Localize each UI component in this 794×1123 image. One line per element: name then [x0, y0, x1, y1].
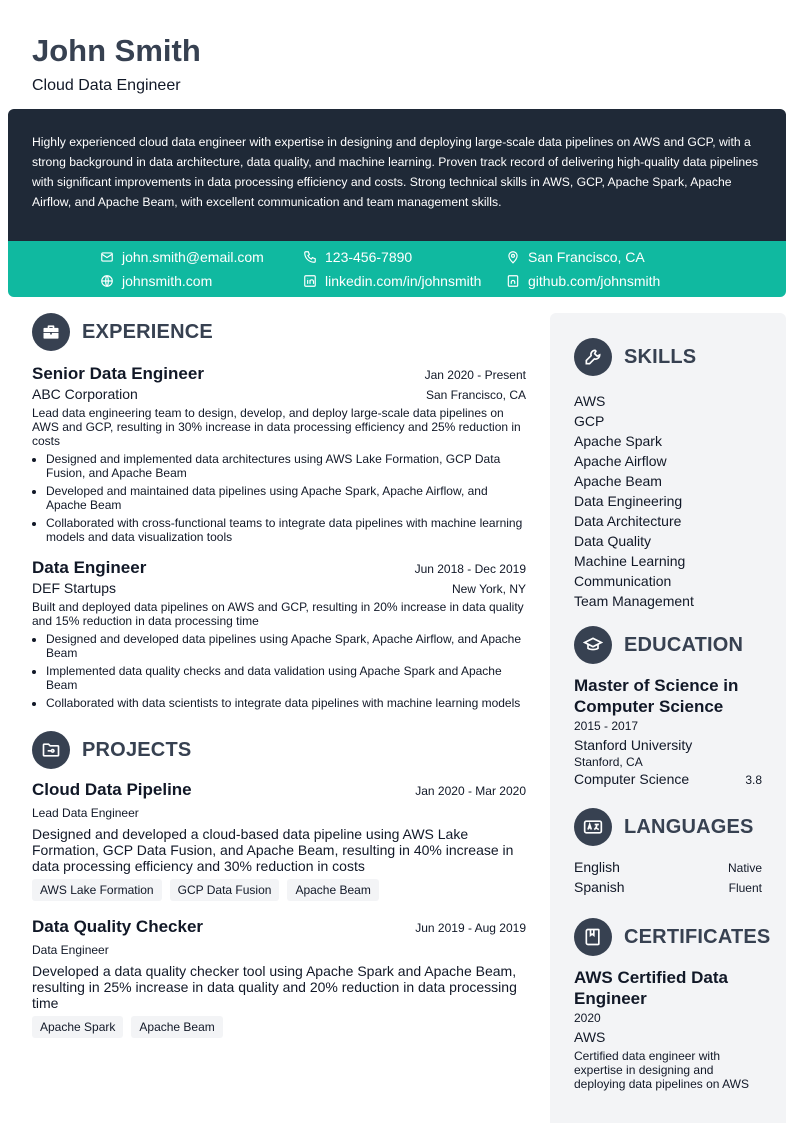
contact-email-text: john.smith@email.com	[122, 249, 264, 265]
language-level: Fluent	[728, 881, 762, 895]
skill-item: Apache Spark	[574, 433, 662, 449]
job-bullet: • Implemented data quality checks and data validation using Apache Spark and Apache Beam	[46, 664, 526, 692]
education-degree: Master of Science in Computer Science	[574, 676, 739, 716]
skill-item: Apache Airflow	[574, 453, 667, 469]
skill-item: Communication	[574, 573, 672, 589]
project-item	[32, 917, 526, 1038]
contact-linkedin-text: linkedin.com/in/johnsmith	[325, 273, 482, 289]
project-role: Data Engineer	[32, 943, 109, 957]
project-tags	[32, 1016, 526, 1038]
job-bullet: • Collaborated with data scientists to integrate data pipelines with machine learning models	[46, 696, 526, 710]
mail-icon	[100, 250, 114, 264]
education-years: 2015 - 2017	[574, 719, 639, 733]
tag: Apache Spark	[32, 1016, 123, 1038]
tag: GCP Data Fusion	[170, 879, 280, 901]
job-location: San Francisco, CA	[425, 388, 526, 402]
candidate-name: John Smith	[32, 33, 201, 68]
contact-phone-text: 123-456-7890	[325, 249, 413, 265]
language-item	[574, 859, 762, 879]
education-heading	[574, 625, 762, 665]
project-tags	[32, 879, 526, 901]
job-title: Senior Data Engineer	[32, 364, 204, 383]
skill-item: Data Architecture	[574, 513, 682, 529]
education-title: EDUCATION	[624, 633, 744, 656]
contact-linkedin[interactable]	[303, 271, 481, 291]
contact-phone[interactable]	[303, 247, 412, 267]
globe-icon	[100, 274, 114, 288]
project-title: Data Quality Checker	[32, 917, 204, 936]
language-name: Spanish	[574, 879, 625, 895]
contact-location-text: San Francisco, CA	[528, 249, 645, 265]
phone-icon	[303, 250, 317, 264]
job-company: ABC Corporation	[32, 386, 138, 402]
project-title: Cloud Data Pipeline	[32, 780, 192, 799]
project-date: Jun 2019 - Aug 2019	[415, 921, 526, 935]
book-icon	[574, 918, 612, 956]
translate-icon	[574, 808, 612, 846]
experience-title: EXPERIENCE	[82, 320, 213, 343]
linkedin-icon	[303, 274, 317, 288]
project-role: Lead Data Engineer	[32, 806, 139, 820]
wrench-icon	[574, 338, 612, 376]
skill-item: Data Quality	[574, 533, 652, 549]
job-location: New York, NY	[451, 582, 526, 596]
job-bullet: • Designed and implemented data architectures using AWS Lake Formation, GCP Data Fusion, and Apache Beam	[46, 452, 526, 480]
summary-panel	[8, 109, 786, 241]
contact-github[interactable]	[506, 271, 660, 291]
certificate-year: 2020	[574, 1011, 601, 1025]
contact-website-text: johnsmith.com	[122, 273, 213, 289]
language-item	[574, 879, 762, 899]
project-description: Designed and developed a cloud-based data pipeline using AWS Lake Formation, GCP Data Fusion, and Apache Beam, resulting in 40% increase in data processing efficiency and 30% reduction in costs	[32, 826, 514, 874]
certificates-title: CERTIFICATES	[624, 925, 771, 948]
education-field: Computer Science	[574, 771, 690, 787]
job-title: Data Engineer	[32, 558, 147, 577]
skills-list	[574, 391, 762, 611]
job-date: Jun 2018 - Dec 2019	[414, 562, 526, 576]
candidate-role: Cloud Data Engineer	[32, 77, 181, 94]
tag: Apache Beam	[131, 1016, 222, 1038]
languages-heading	[574, 807, 762, 847]
contact-website[interactable]	[100, 271, 212, 291]
contact-github-text: github.com/johnsmith	[528, 273, 661, 289]
certificate-description: Certified data engineer with expertise in designing and deploying data pipelines on AWS	[574, 1049, 750, 1091]
projects-title: PROJECTS	[82, 738, 192, 761]
projects-heading	[32, 730, 526, 770]
main-column	[32, 312, 526, 1038]
briefcase-icon	[32, 313, 70, 351]
job-bullets	[32, 632, 526, 710]
project-item	[32, 780, 526, 901]
language-level: Native	[727, 861, 762, 875]
skill-item: Apache Beam	[574, 473, 662, 489]
job-bullet: • Collaborated with cross-functional teams to integrate data pipelines with machine learning models and data visualization tools	[46, 516, 526, 544]
certificate-issuer: AWS	[574, 1029, 606, 1045]
education-school: Stanford University	[574, 737, 693, 753]
education-gpa: 3.8	[745, 773, 762, 787]
tag: AWS Lake Formation	[32, 879, 162, 901]
certificate-name: AWS Certified Data Engineer	[574, 968, 728, 1008]
job-date: Jan 2020 - Present	[424, 368, 526, 382]
education-field-row	[574, 771, 762, 791]
skill-item: AWS	[574, 393, 606, 409]
contact-bar	[8, 241, 786, 297]
graduation-cap-icon	[574, 626, 612, 664]
experience-item	[32, 364, 526, 544]
map-pin-icon	[506, 250, 520, 264]
skill-item: GCP	[574, 413, 605, 429]
job-description: Lead data engineering team to design, develop, and deploy large-scale data pipelines on AWS and GCP, resulting in 30% increase in data processing efficiency and 25% reduction in costs	[32, 406, 521, 448]
job-bullet: • Developed and maintained data pipelines using Apache Spark, Apache Airflow, and Apache Beam	[46, 484, 526, 512]
github-icon	[506, 274, 520, 288]
project-description: Developed a data quality checker tool using Apache Spark and Apache Beam, resulting in 25% increase in data quality and 20% reduction in data processing time	[32, 963, 517, 1011]
languages-list	[574, 859, 762, 899]
languages-title: LANGUAGES	[624, 815, 754, 838]
experience-item	[32, 558, 526, 710]
contact-location	[506, 247, 645, 267]
skill-item: Data Engineering	[574, 493, 683, 509]
certificates-heading	[574, 917, 771, 957]
language-name: English	[574, 859, 620, 875]
skill-item: Machine Learning	[574, 553, 686, 569]
project-date: Jan 2020 - Mar 2020	[415, 784, 526, 798]
job-bullet: • Designed and developed data pipelines using Apache Spark, Apache Airflow, and Apache Beam	[46, 632, 526, 660]
education-location: Stanford, CA	[574, 755, 643, 769]
skills-title: SKILLS	[624, 345, 697, 368]
tag: Apache Beam	[287, 879, 378, 901]
skill-item: Team Management	[574, 593, 694, 609]
folder-icon	[32, 731, 70, 769]
job-description: Built and deployed data pipelines on AWS and GCP, resulting in 20% increase in data quality and 15% reduction in data processing time	[32, 600, 524, 628]
summary-text: Highly experienced cloud data engineer with expertise in designing and deploying large-scale data pipelines on AWS and GCP, with a strong background in data architecture, data quality, and machine learning. Proven track record of delivering high-quality data pipelines with significant improvements in data processing efficiency and costs. Strong technical skills in AWS, GCP, Apache Spark, Apache Airflow, and Apache Beam, with excellent communication and team management skills.	[32, 135, 759, 209]
sidebar	[550, 313, 786, 1123]
skills-heading	[574, 337, 762, 377]
experience-heading	[32, 312, 526, 352]
contact-email[interactable]	[100, 247, 264, 267]
job-bullets	[32, 452, 526, 544]
resume-header	[32, 34, 201, 95]
job-company: DEF Startups	[32, 580, 117, 596]
